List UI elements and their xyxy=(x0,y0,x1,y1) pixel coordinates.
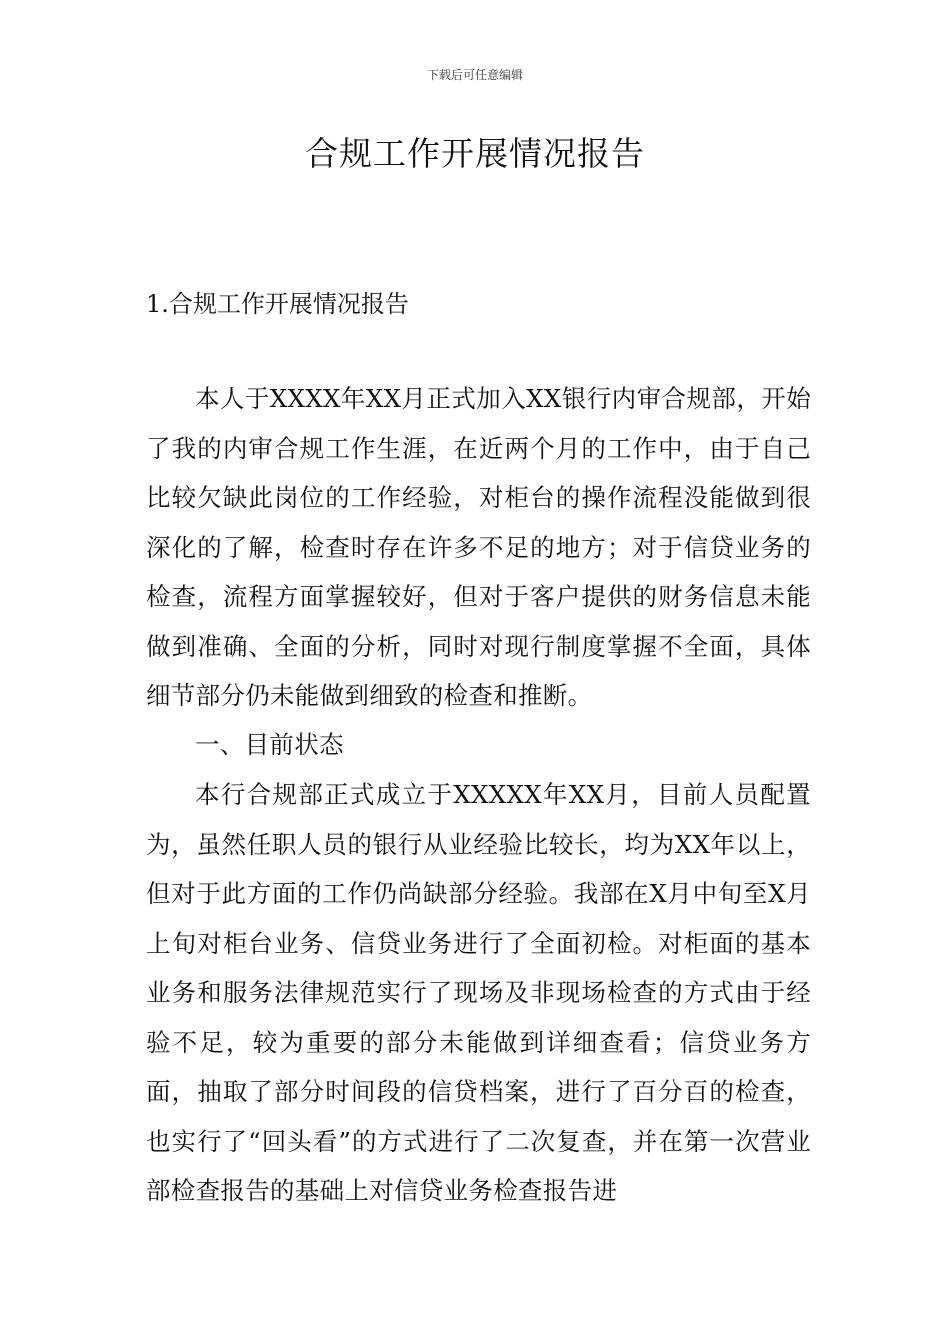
document-title: 合规工作开展情况报告 xyxy=(305,134,645,173)
paragraph-intro: 本人于XXXX年XX月正式加入XX银行内审合规部，开始了我的内审合规工作生涯，在近两个月的工作中，由于自己比较欠缺此岗位的工作经验，对柜台的操作流程没能做到很深化的了解，检查时存在许多不足的地方；对于信贷业务的检查，流程方面掌握较好，但对于客户提供的财务信息未能做到准确、全面的分析，同时对现行制度掌握不全面，具体细节部分仍未能做到细致的检查和推断。 xyxy=(146,384,811,710)
header-note: 下载后可任意编辑 xyxy=(426,68,523,82)
section-heading: 1.合规工作开展情况报告 xyxy=(146,290,409,318)
subheading-current-status: 一、目前状态 xyxy=(195,730,344,759)
paragraph-status: 本行合规部正式成立于XXXXX年XX月，目前人员配置为，虽然任职人员的银行从业经验比较长，均为XX年以上，但对于此方面的工作仍尚缺部分经验。我部在X月中旬至X月上旬对柜台业务、信贷业务进行了全面初检。对柜面的基本业务和服务法律规范实行了现场及非现场检查的方式由于经验不足，较为重要的部分未能做到详细查看；信贷业务方面，抽取了部分时间段的信贷档案，进行了百分百的检查，也实行了“回头看”的方式进行了二次复查，并在第一次营业部检查报告的基础上对信贷业务检查报告进 xyxy=(146,780,811,1205)
